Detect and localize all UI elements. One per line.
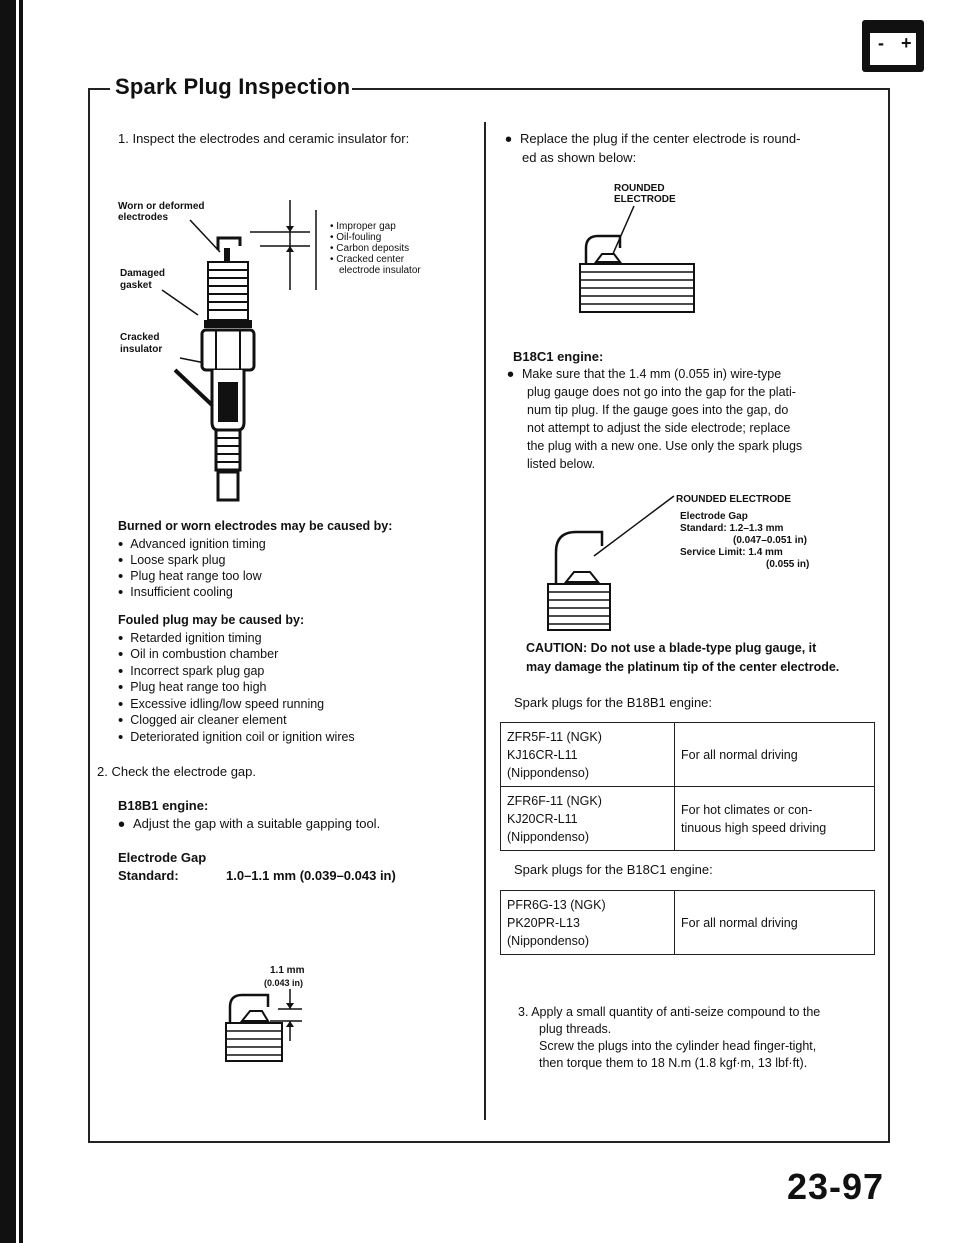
table-row	[501, 787, 875, 851]
b18c1-text: • Make sure that the 1.4 mm (0.055 in) wire-type	[507, 363, 782, 386]
battery-icon: - +	[862, 20, 924, 72]
table-row	[501, 891, 875, 955]
use-cell: For hot climates or con- tinuous high speed driving	[675, 787, 875, 851]
gap-standard-label: Standard:	[118, 868, 179, 883]
step-1-text: 1. Inspect the electrodes and ceramic insulator for:	[118, 131, 410, 146]
fault-item: • Carbon deposits	[330, 243, 410, 254]
worn-electrodes-label-2: electrodes	[118, 212, 169, 223]
b18c1-spark-plug-table	[500, 890, 875, 955]
b18c1-text: num tip plug. If the gauge goes into the gap, do	[527, 403, 789, 417]
b18b1-spark-plug-table	[500, 722, 875, 851]
cause-item: • Plug heat range too high	[118, 678, 267, 696]
gap-figure-label: 1.1 mm	[270, 965, 305, 976]
cause-item: • Retarded ignition timing	[118, 629, 262, 647]
page-number: 23-97	[787, 1166, 885, 1207]
platinum-service: Service Limit: 1.4 mm	[680, 547, 783, 558]
caution-text-2: may damage the platinum tip of the center electrode.	[526, 660, 840, 674]
plug-cell: PFR6G-13 (NGK) PK20PR-L13 (Nippondenso)	[501, 891, 675, 955]
b18c1-heading: B18C1 engine:	[513, 349, 604, 364]
burned-heading: Burned or worn electrodes may be caused by:	[118, 519, 393, 533]
cause-item: • Insufficient cooling	[118, 583, 233, 601]
use-cell: For all normal driving	[675, 723, 875, 787]
gap-heading: Electrode Gap	[118, 850, 207, 865]
cracked-insulator-label: Cracked	[120, 332, 160, 343]
replace-text-2: ed as shown below:	[522, 150, 637, 165]
step-3-text: then torque them to 18 N.m (1.8 kgf·m, 13 lbf·ft).	[539, 1056, 808, 1070]
platinum-standard-in: (0.047–0.051 in)	[733, 535, 807, 546]
gap-diagram	[222, 985, 322, 1065]
b18c1-text: listed below.	[527, 457, 596, 471]
damaged-gasket-label: Damaged	[120, 268, 166, 279]
damaged-gasket-label-2: gasket	[120, 280, 152, 291]
fault-item-cont: electrode insulator	[339, 265, 421, 276]
step-2-text: 2. Check the electrode gap.	[97, 764, 256, 779]
column-divider	[484, 122, 486, 1120]
cause-item: • Excessive idling/low speed running	[118, 695, 325, 713]
table-row	[501, 723, 875, 787]
rounded-electrode-label: ROUNDED	[614, 183, 665, 194]
cause-item: • Clogged air cleaner element	[118, 711, 287, 729]
rounded-electrode-label-2: ELECTRODE	[614, 194, 676, 205]
step-3-text: Screw the plugs into the cylinder head finger-tight,	[539, 1039, 817, 1053]
b18c1-text: plug gauge does not go into the gap for the plati-	[527, 385, 796, 399]
cause-item: • Oil in combustion chamber	[118, 645, 279, 663]
b18c1-text: the plug with a new one. Use only the spark plugs	[527, 439, 803, 453]
cracked-insulator-label-2: insulator	[120, 344, 163, 355]
plug-cell: ZFR5F-11 (NGK) KJ16CR-L11 (Nippondenso)	[501, 723, 675, 787]
binding-edge	[0, 0, 16, 1243]
fault-item: • Oil-fouling	[330, 232, 382, 243]
b18b1-heading: B18B1 engine:	[118, 798, 209, 813]
binding-edge-stripe	[19, 0, 23, 1243]
caution-text: CAUTION: Do not use a blade-type plug gauge, it	[526, 641, 817, 655]
table-1-caption: Spark plugs for the B18B1 engine:	[514, 695, 713, 710]
use-cell: For all normal driving	[675, 891, 875, 955]
cause-item: • Plug heat range too low	[118, 567, 262, 585]
table-2-caption: Spark plugs for the B18C1 engine:	[514, 862, 713, 877]
b18c1-text: not attempt to adjust the side electrode; replace	[527, 421, 791, 435]
page-title: Spark Plug Inspection	[115, 74, 351, 99]
platinum-service-in: (0.055 in)	[766, 559, 810, 570]
platinum-gap-heading: Electrode Gap	[680, 511, 748, 522]
replace-text: • Replace the plug if the center electrode is round-	[505, 128, 801, 151]
plug-cell: ZFR6F-11 (NGK) KJ20CR-L11 (Nippondenso)	[501, 787, 675, 851]
platinum-label: ROUNDED ELECTRODE	[676, 494, 792, 505]
fault-item: • Cracked center	[330, 254, 405, 265]
cause-item: • Deteriorated ignition coil or ignition wires	[118, 728, 355, 746]
rounded-electrode-diagram	[560, 200, 700, 320]
platinum-standard: Standard: 1.2–1.3 mm	[680, 523, 784, 534]
cause-item: • Incorrect spark plug gap	[118, 662, 265, 680]
fouled-heading: Fouled plug may be caused by:	[118, 613, 305, 627]
platinum-electrode-diagram	[520, 488, 690, 638]
step-3-text: plug threads.	[539, 1022, 612, 1036]
fault-item: • Improper gap	[330, 221, 396, 232]
gap-figure-label-2: (0.043 in)	[264, 978, 304, 988]
cause-item: • Advanced ignition timing	[118, 535, 266, 553]
b18b1-instruction: • Adjust the gap with a suitable gapping tool.	[118, 813, 381, 836]
step-3-text: 3. Apply a small quantity of anti-seize compound to the	[518, 1005, 821, 1019]
gap-standard-value: 1.0–1.1 mm (0.039–0.043 in)	[226, 868, 396, 883]
worn-electrodes-label: Worn or deformed	[118, 201, 205, 212]
cause-item: • Loose spark plug	[118, 551, 226, 569]
